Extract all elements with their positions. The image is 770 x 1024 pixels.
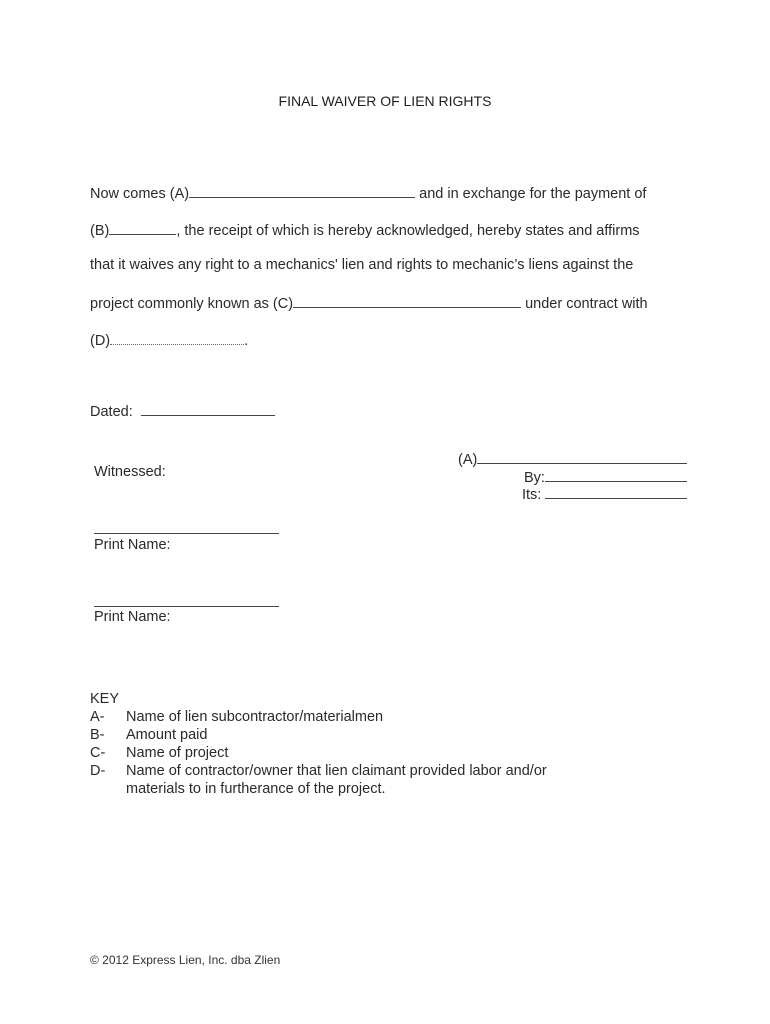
key-text: Amount paid	[126, 727, 208, 743]
copyright-footer: © 2012 Express Lien, Inc. dba Zlien	[90, 953, 281, 967]
project-name-blank[interactable]	[293, 293, 521, 308]
paragraph-line-3: that it waives any right to a mechanics' lien and rights to mechanic’s liens against the	[90, 257, 634, 273]
paragraph-line-2	[90, 220, 640, 239]
print-name-label-1: Print Name:	[94, 537, 171, 553]
witness-signature-line-1[interactable]	[94, 533, 279, 534]
line2-start: (B)	[90, 223, 110, 239]
date-blank[interactable]	[141, 401, 275, 416]
dated-row	[90, 401, 275, 420]
print-name-label-2: Print Name:	[94, 609, 171, 625]
line5-start: (D)	[90, 333, 111, 349]
key-text: Name of contractor/owner that lien claimant provided labor and/or	[126, 763, 547, 779]
line4-end: under contract with	[525, 296, 648, 312]
signature-a-row	[458, 449, 687, 468]
party-a-blank[interactable]	[189, 183, 415, 198]
key-item-c	[90, 745, 228, 761]
paragraph-line-4	[90, 293, 648, 312]
key-text: Name of project	[126, 745, 229, 761]
key-text: Name of lien subcontractor/materialmen	[126, 709, 384, 725]
key-letter: A-	[90, 709, 105, 725]
line1-end: and in exchange for the payment of	[419, 186, 647, 202]
key-item-d	[90, 763, 547, 779]
key-letter: C-	[90, 745, 106, 761]
signature-by-label: By:	[524, 470, 545, 486]
signature-by-blank[interactable]	[545, 467, 687, 482]
key-item-a	[90, 709, 383, 725]
key-heading: KEY	[90, 691, 120, 707]
line1-start: Now comes (A)	[90, 186, 190, 202]
key-item-b	[90, 727, 207, 743]
witness-signature-line-2[interactable]	[94, 606, 279, 607]
line4-start: project commonly known as (C)	[90, 296, 294, 312]
paragraph-line-5	[90, 330, 248, 349]
contractor-owner-blank[interactable]	[110, 330, 244, 345]
signature-its-blank[interactable]	[545, 484, 687, 499]
signature-a-blank[interactable]	[477, 449, 687, 464]
dated-label: Dated:	[90, 404, 133, 420]
signature-its-label: Its:	[522, 487, 542, 503]
key-item-d-continuation: materials to in furtherance of the project.	[126, 781, 386, 797]
key-letter: B-	[90, 727, 105, 743]
line2-end: , the receipt of which is hereby acknowledged, hereby states and affirms	[176, 223, 640, 239]
witnessed-label: Witnessed:	[94, 464, 166, 480]
amount-paid-blank[interactable]	[109, 220, 176, 235]
document-title: FINAL WAIVER OF LIEN RIGHTS	[278, 93, 492, 109]
key-letter: D-	[90, 763, 106, 779]
signature-a-label: (A)	[458, 452, 478, 468]
paragraph-line-1	[90, 183, 646, 202]
signature-its-row	[522, 484, 687, 503]
line5-end: .	[244, 333, 249, 349]
